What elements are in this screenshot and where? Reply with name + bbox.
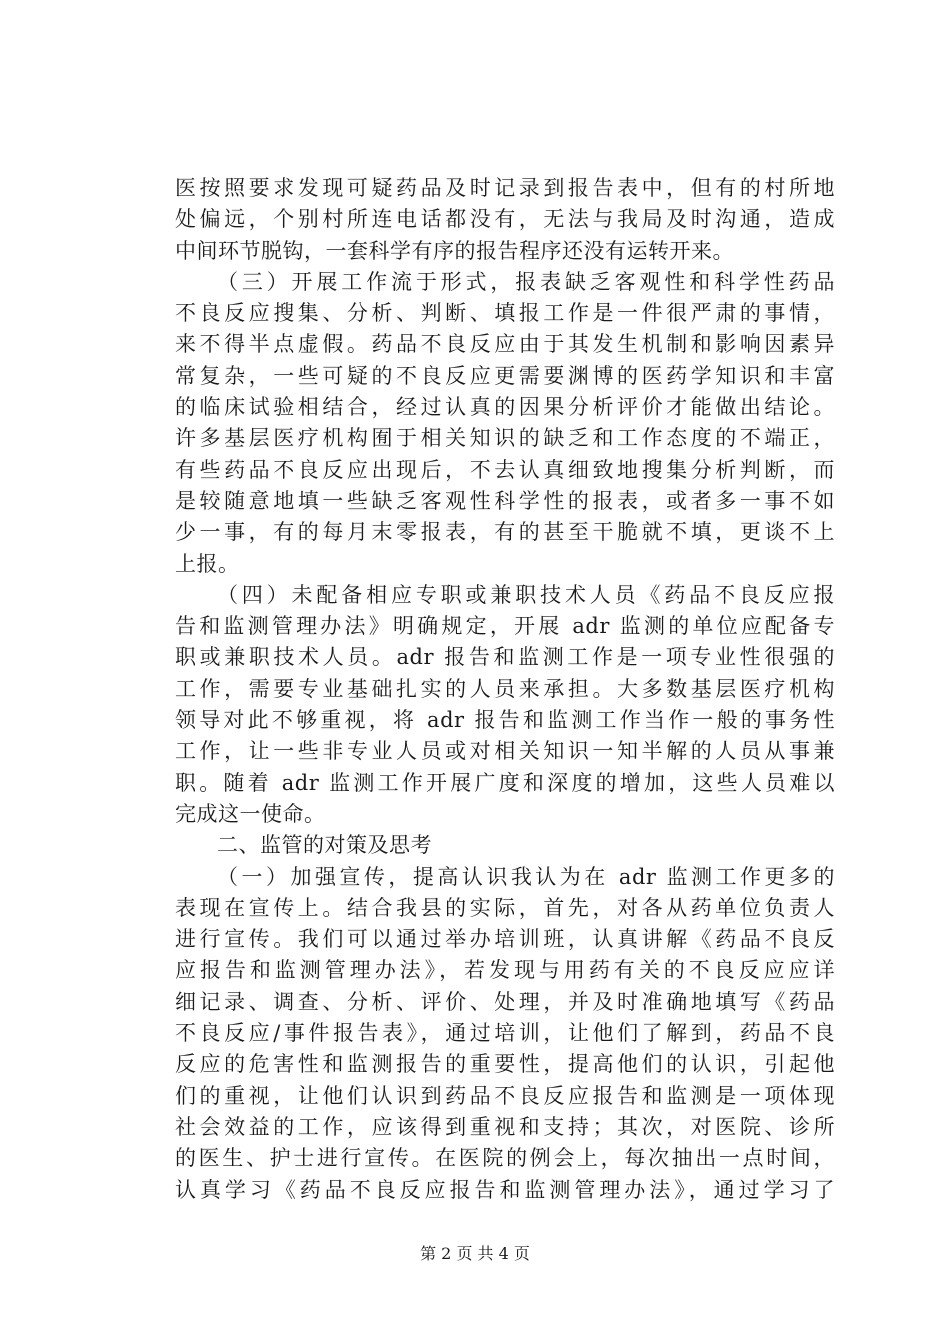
text-line: 不良反应/事件报告表》，通过培训，让他们了解到，药品不良 [175,1021,835,1046]
text-line: （一）加强宣传，提高认识我认为在 adr 监测工作更多的 [217,864,835,889]
text-line: 的医生、护士进行宣传。在医院的例会上，每次抽出一点时间， [175,1146,835,1171]
text-line: 少一事，有的每月末零报表，有的甚至干脆就不填，更谈不上 [175,520,835,545]
text-line: 来不得半点虚假。药品不良反应由于其发生机制和影响因素异 [175,332,835,357]
text-line: 细记录、调查、分析、评价、处理，并及时准确地填写《药品 [175,989,835,1014]
text-line: 处偏远，个别村所连电话都没有，无法与我局及时沟通，造成 [175,207,835,232]
text-line: 工作，让一些非专业人员或对相关知识一知半解的人员从事兼 [175,739,835,764]
text-line: 领导对此不够重视，将 adr 报告和监测工作当作一般的事务性 [175,708,835,733]
text-line: 上报。 [175,551,240,576]
text-line: 职。随着 adr 监测工作开展广度和深度的增加，这些人员难以 [175,770,835,795]
text-line: 不良反应搜集、分析、判断、填报工作是一件很严肃的事情， [175,301,835,326]
text-line: 认真学习《药品不良反应报告和监测管理办法》，通过学习了 [175,1177,835,1202]
document-body [175,173,835,1206]
text-line: 表现在宣传上。结合我县的实际，首先，对各从药单位负责人 [175,895,835,920]
text-line: （三）开展工作流于形式，报表缺乏客观性和科学性药品 [217,269,835,294]
text-line: 二、监管的对策及思考 [217,833,432,858]
page-footer: 第 2 页 共 4 页 [420,1244,530,1263]
text-line: 完成这一使命。 [175,801,326,826]
text-line: 的临床试验相结合，经过认真的因果分析评价才能做出结论。 [175,395,835,420]
text-line: 应报告和监测管理办法》，若发现与用药有关的不良反应应详 [175,958,835,983]
text-line: 是较随意地填一些缺乏客观性科学性的报表，或者多一事不如 [175,488,835,513]
text-line: 反应的危害性和监测报告的重要性，提高他们的认识，引起他 [175,1052,835,1077]
text-line: 医按照要求发现可疑药品及时记录到报告表中，但有的村所地 [175,176,835,200]
text-line: 工作，需要专业基础扎实的人员来承担。大多数基层医疗机构 [175,676,835,701]
text-line: 中间环节脱钩，一套科学有序的报告程序还没有运转开来。 [175,238,734,263]
text-line: 职或兼职技术人员。adr 报告和监测工作是一项专业性很强的 [175,645,835,670]
text-line: （四）未配备相应专职或兼职技术人员《药品不良反应报 [217,582,835,607]
text-line: 进行宣传。我们可以通过举办培训班，认真讲解《药品不良反 [175,927,835,952]
text-line: 常复杂，一些可疑的不良反应更需要渊博的医药学知识和丰富 [175,363,835,388]
text-line: 有些药品不良反应出现后，不去认真细致地搜集分析判断，而 [175,457,835,482]
text-line: 许多基层医疗机构囿于相关知识的缺乏和工作态度的不端正， [175,426,835,451]
text-line: 们的重视，让他们认识到药品不良反应报告和监测是一项体现 [175,1083,835,1108]
text-line: 告和监测管理办法》明确规定，开展 adr 监测的单位应配备专 [175,614,835,639]
text-line: 社会效益的工作，应该得到重视和支持；其次，对医院、诊所 [175,1114,835,1139]
